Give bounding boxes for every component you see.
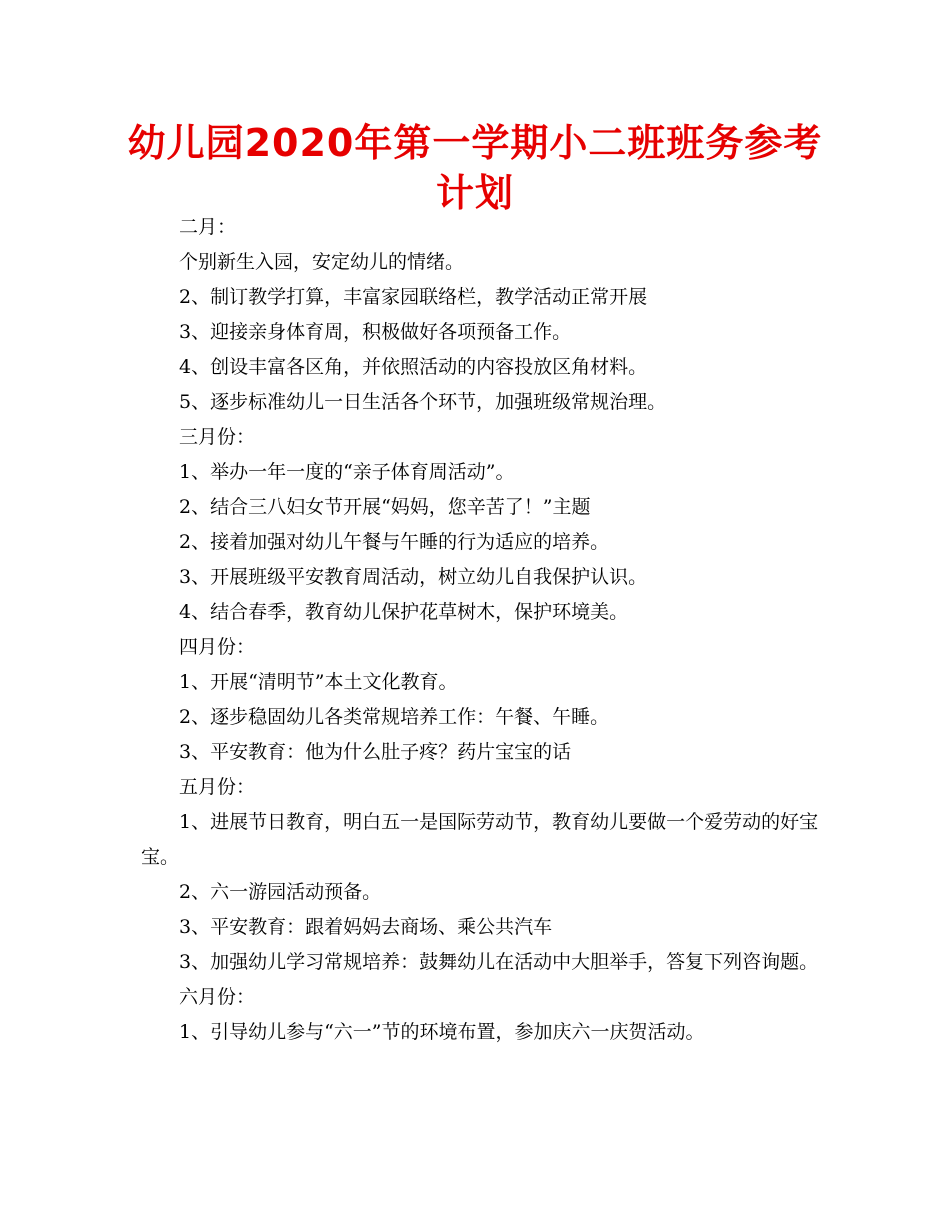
paragraph: 3、迎接亲身体育周，积极做好各项预备工作。 — [179, 321, 572, 343]
paragraph: 2、接着加强对幼儿午餐与午睡的行为适应的培养。 — [179, 531, 610, 553]
paragraph: 2、制订教学打算，丰富家园联络栏，教学活动正常开展 — [179, 286, 648, 308]
paragraph: 3、加强幼儿学习常规培养：鼓舞幼儿在活动中大胆举手，答复下列咨询题。 — [179, 951, 819, 973]
paragraph: 1、引导幼儿参与“六一”节的环境布置，参加庆六一庆贺活动。 — [179, 1021, 705, 1043]
paragraph: 1、进展节日教育，明白五一是国际劳动节，教育幼儿要做一个爱劳动的好宝宝。 — [141, 811, 819, 868]
paragraph: 4、结合春季，教育幼儿保护花草树木，保护环境美。 — [179, 601, 629, 623]
paragraph: 2、逐步稳固幼儿各类常规培养工作：午餐、午睡。 — [179, 706, 610, 728]
paragraph: 3、开展班级平安教育周活动，树立幼儿自我保护认识。 — [179, 566, 648, 588]
paragraph: 5、逐步标准幼儿一日生活各个环节，加强班级常规治理。 — [179, 391, 667, 413]
paragraph: 3、平安教育：跟着妈妈去商场、乘公共汽车 — [179, 916, 553, 938]
heading-april: 四月份： — [179, 636, 256, 658]
heading-june: 六月份： — [179, 986, 256, 1008]
heading-march: 三月份： — [179, 426, 256, 448]
paragraph: 个别新生入园，安定幼儿的情绪。 — [179, 251, 465, 273]
heading-february: 二月： — [179, 216, 237, 238]
paragraph: 4、创设丰富各区角，并依照活动的内容投放区角材料。 — [179, 356, 648, 378]
document-body — [141, 210, 821, 1050]
heading-may: 五月份： — [179, 776, 256, 798]
document-title: 幼儿园2020年第一学期小二班班务参考计划 — [127, 121, 823, 215]
paragraph: 2、六一游园活动预备。 — [179, 881, 382, 903]
paragraph: 1、开展“清明节”本土文化教育。 — [179, 671, 458, 693]
paragraph: 2、结合三八妇女节开展“妈妈，您辛苦了！”主题 — [179, 496, 591, 518]
paragraph: 3、平安教育：他为什么肚子疼？药片宝宝的话 — [179, 741, 572, 763]
paragraph: 1、举办一年一度的“亲子体育周活动”。 — [179, 461, 515, 483]
